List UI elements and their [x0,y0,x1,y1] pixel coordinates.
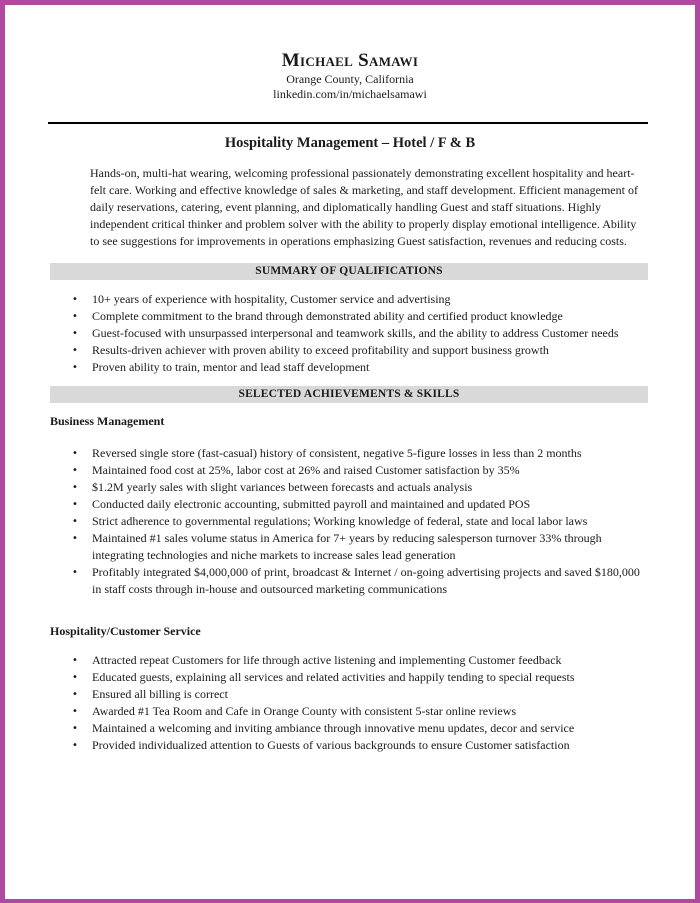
list-item: • Reversed single store (fast-casual) history of consistent, negative 5-figure losses in less than 2 months [68,445,642,462]
list-item: • Guest-focused with unsurpassed interpersonal and teamwork skills, and the ability to address Customer needs [68,325,642,342]
list-item: • Maintained #1 sales volume status in America for 7+ years by reducing salesperson turnover 33% through integrating technologies and niche markets to increase sales lead generation [68,530,642,564]
list-item: • Educated guests, explaining all services and related activities and happily tending to special requests [68,669,642,686]
list-item: • Strict adherence to governmental regulations; Working knowledge of federal, state and local labor laws [68,513,642,530]
list-item: • Maintained food cost at 25%, labor cost at 26% and raised Customer satisfaction by 35% [68,462,642,479]
list-item: • Conducted daily electronic accounting, submitted payroll and maintained and updated POS [68,496,642,513]
hospitality-list [68,652,642,754]
qualifications-section-header: SUMMARY OF QUALIFICATIONS [50,263,648,280]
list-item: • Profitably integrated $4,000,000 of print, broadcast & Internet / on-going advertising projects and saved $180,000 in staff costs through in-house and outsourced marketing communications [68,564,642,598]
business-management-heading: Business Management [50,414,165,428]
profile-summary: Hands-on, multi-hat wearing, welcoming professional passionately demonstrating excellent hospitality and heart-felt care. Working and effective knowledge of sales & marketing, and staff development. Efficient management of daily reservations, catering, event planning, and diplomatically handling Guest and staff situations. Highly independent critical thinker and problem solver with the ability to properly display emotional intelligence. Ability to see suggestions for improvements in operations emphasizing Guest satisfaction, revenues and reducing costs. [90,166,638,248]
header-divider [48,122,648,124]
business-management-list [68,445,642,598]
resume-header [10,50,690,102]
list-item: • Awarded #1 Tea Room and Cafe in Orange County with consistent 5-star online reviews [68,703,642,720]
list-item: • Results-driven achiever with proven ability to exceed profitability and support business growth [68,342,642,359]
list-item: • Proven ability to train, mentor and lead staff development [68,359,642,376]
objective-title: Hospitality Management – Hotel / F & B [224,135,476,151]
candidate-linkedin[interactable]: linkedin.com/in/michaelsamawi [273,87,427,101]
candidate-location: Orange County, California [286,72,414,86]
resume-page [10,10,690,895]
list-item: • Ensured all billing is correct [68,686,642,703]
list-item: • Complete commitment to the brand through demonstrated ability and certified product knowledge [68,308,642,325]
list-item: • 10+ years of experience with hospitality, Customer service and advertising [68,291,642,308]
achievements-section-header: SELECTED ACHIEVEMENTS & SKILLS [50,386,648,403]
qualifications-list [68,291,642,376]
list-item: • Maintained a welcoming and inviting ambiance through innovative menu updates, decor and service [68,720,642,737]
candidate-name: Michael Samawi [281,50,419,71]
list-item: • Attracted repeat Customers for life through active listening and implementing Customer feedback [68,652,642,669]
hospitality-heading: Hospitality/Customer Service [50,624,201,638]
list-item: • $1.2M yearly sales with slight variances between forecasts and actuals analysis [68,479,642,496]
list-item: • Provided individualized attention to Guests of various backgrounds to ensure Customer satisfaction [68,737,642,754]
